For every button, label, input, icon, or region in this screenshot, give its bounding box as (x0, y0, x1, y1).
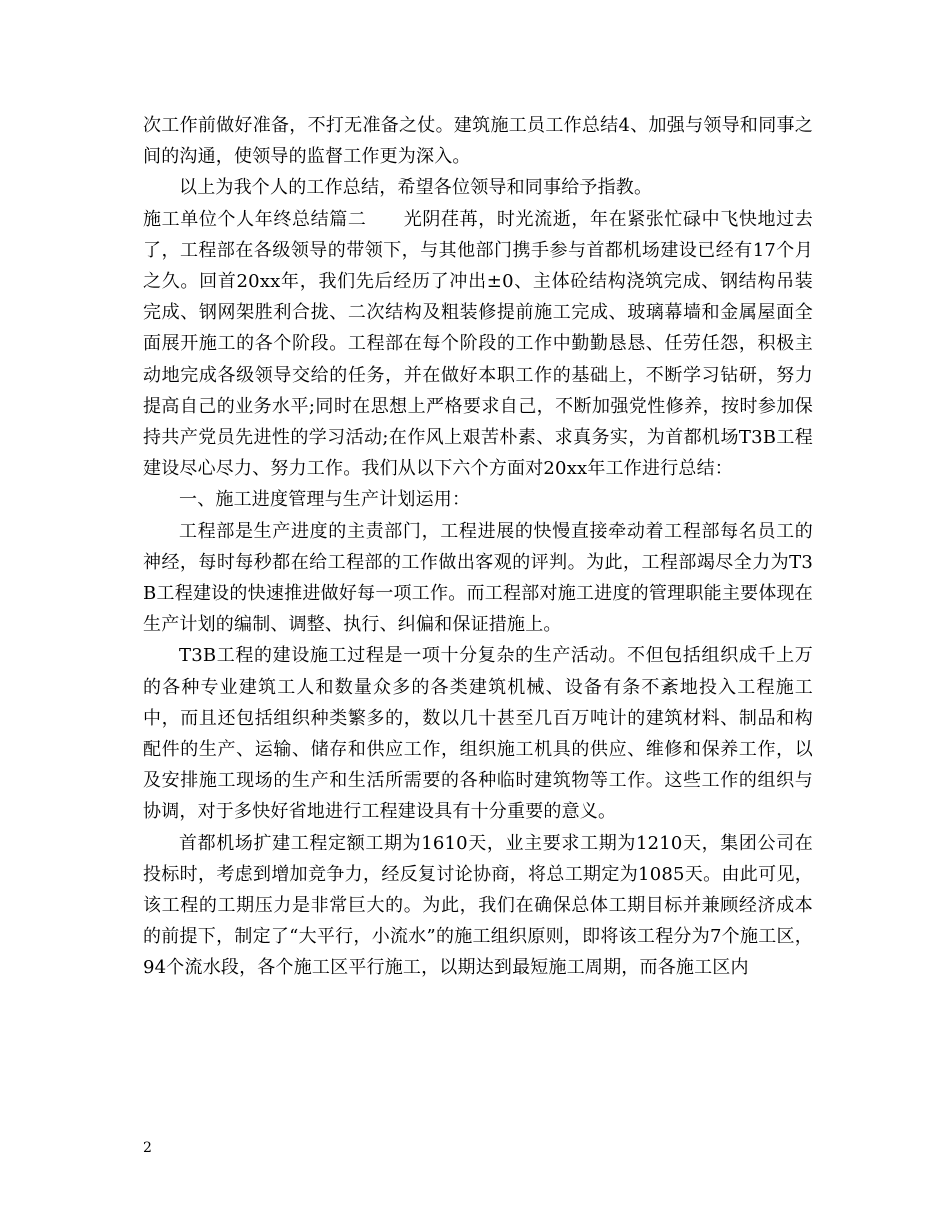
document-body (143, 110, 813, 984)
paragraph-3: 施工单位个人年终总结篇二 光阴荏苒，时光流逝，年在紧张忙碌中飞快地过去了，工程部在各级领导的带领下，与其他部门携手参与首都机场建设已经有17个月之久。回首20xx年，我们先后经历了冲出±0、主体砼结构浇筑完成、钢结构吊装完成、钢网架胜利合拢、二次结构及粗装修提前施工完成、玻璃幕墙和金属屋面全面展开施工的各个阶段。工程部在每个阶段的工作中勤勤恳恳、任劳任怨，积极主动地完成各级领导交给的任务，并在做好本职工作的基础上，不断学习钻研，努力提高自己的业务水平;同时在思想上严格要求自己，不断加强党性修养，按时参加保持共产党员先进性的学习活动;在作风上艰苦朴素、求真务实，为首都机场T3B工程建设尽心尽力、努力工作。我们从以下六个方面对20xx年工作进行总结： (143, 208, 813, 480)
paragraph-2: 以上为我个人的工作总结，希望各位领导和同事给予指教。 (179, 177, 653, 199)
paragraph-4: 一、施工进度管理与生产计划运用： (179, 489, 471, 511)
page-number: 2 (143, 1140, 152, 1156)
paragraph-6: T3B工程的建设施工过程是一项十分复杂的生产活动。不但包括组织成千上万的各种专业建筑工人和数量众多的各类建筑机械、设备有条不紊地投入工程施工中，而且还包括组织种类繁多的，数以几十甚至几百万吨计的建筑材料、制品和构配件的生产、运输、储存和供应工作，组织施工机具的供应、维修和保养工作，以及安排施工现场的生产和生活所需要的各种临时建筑物等工作。这些工作的组织与协调，对于多快好省地进行工程建设具有十分重要的意义。 (143, 645, 813, 823)
paragraph-5: 工程部是生产进度的主责部门，工程进展的快慢直接牵动着工程部每名员工的神经，每时每秒都在给工程部的工作做出客观的评判。为此，工程部竭尽全力为T3B工程建设的快速推进做好每一项工作。而工程部对施工进度的管理职能主要体现在生产计划的编制、调整、执行、纠偏和保证措施上。 (143, 520, 813, 636)
paragraph-1: 次工作前做好准备，不打无准备之仗。建筑施工员工作总结4、加强与领导和同事之间的沟通，使领导的监督工作更为深入。 (143, 115, 813, 168)
paragraph-7: 首都机场扩建工程定额工期为1610天，业主要求工期为1210天，集团公司在投标时，考虑到增加竞争力，经反复讨论协商，将总工期定为1085天。由此可见，该工程的工期压力是非常巨大的。为此，我们在确保总体工期目标并兼顾经济成本的前提下，制定了“大平行，小流水”的施工组织原则，即将该工程分为7个施工区，94个流水段，各个施工区平行施工，以期达到最短施工周期，而各施工区内 (143, 832, 813, 979)
